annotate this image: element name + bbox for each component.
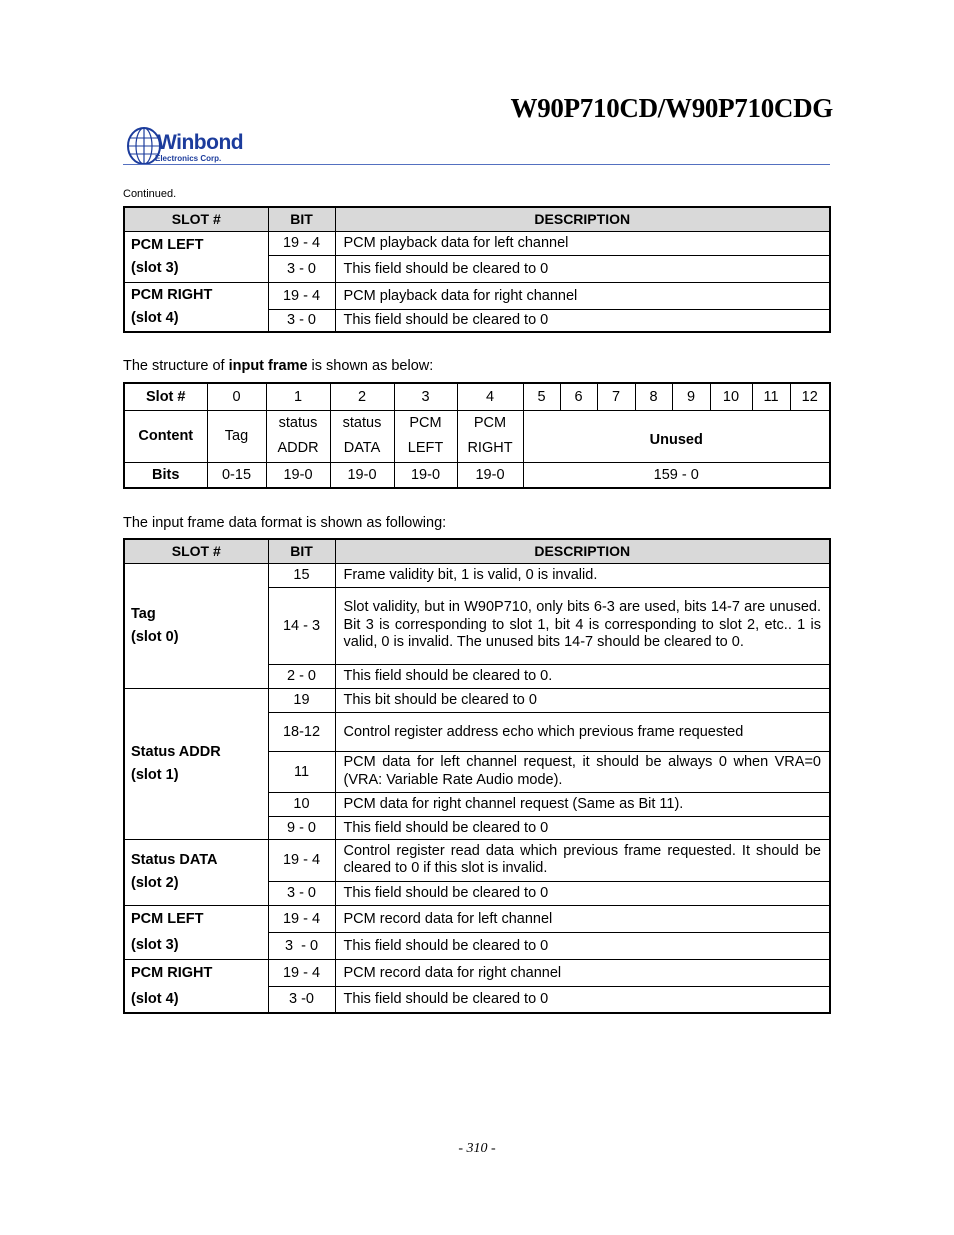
intro-text-end: is shown as below: — [307, 358, 434, 374]
intro-bold-text: input frame — [228, 358, 308, 374]
column-header-description: DESCRIPTION — [335, 207, 830, 231]
bits-slot-4: 19-0 — [457, 462, 523, 488]
slot-2: 2 — [330, 383, 394, 410]
winbond-logo — [127, 126, 257, 166]
slot-7: 7 — [597, 383, 635, 410]
bit-cell: 19 — [268, 688, 335, 712]
slot-3: 3 — [394, 383, 457, 410]
slot-label-cell: Slot # — [124, 383, 207, 410]
description-cell: This field should be cleared to 0. — [335, 664, 830, 688]
bit-cell: 3 - 0 — [268, 881, 335, 905]
slot-number: (slot 4) — [131, 309, 179, 326]
content-status-data — [330, 410, 394, 462]
bit-cell: 19 - 4 — [268, 839, 335, 881]
slot-name: PCM RIGHT — [131, 964, 213, 981]
bits-unused: 159 - 0 — [523, 462, 830, 488]
input-frame-structure-table — [123, 382, 831, 489]
slot-name: Status ADDR — [131, 743, 221, 760]
table-row — [124, 282, 830, 309]
page-number: - 310 - — [458, 1141, 496, 1156]
header-rule — [123, 164, 830, 165]
slot-12: 12 — [790, 383, 830, 410]
slot-10: 10 — [710, 383, 752, 410]
description-cell: Control register address echo which previous frame requested — [335, 712, 830, 751]
slot-1: 1 — [266, 383, 330, 410]
slot-5: 5 — [523, 383, 560, 410]
bits-slot-3: 19-0 — [394, 462, 457, 488]
table-row — [124, 688, 830, 712]
slot-number: (slot 4) — [131, 990, 179, 1007]
description-cell: This field should be cleared to 0 — [335, 255, 830, 282]
bit-cell: 3 - 0 — [268, 932, 335, 959]
bit-cell: 3 - 0 — [268, 255, 335, 282]
description-cell: PCM playback data for right channel — [335, 282, 830, 309]
intro-text: The structure of — [123, 358, 229, 374]
input-format-intro: The input frame data format is shown as following: — [123, 515, 447, 531]
content-line: DATA — [343, 440, 381, 456]
bit-cell: 2 - 0 — [268, 664, 335, 688]
column-header-bit: BIT — [268, 207, 335, 231]
content-line: status — [342, 415, 382, 431]
slot-cell — [124, 688, 268, 839]
column-header-slot: SLOT # — [124, 539, 268, 563]
bit-cell: 3 -0 — [268, 986, 335, 1012]
content-line: LEFT — [407, 440, 444, 456]
bit-cell: 19 - 4 — [268, 905, 335, 932]
table-row — [124, 839, 830, 881]
slot-name: Status DATA — [131, 852, 218, 868]
bits-slot-0: 0-15 — [207, 462, 266, 488]
slot-cell — [124, 563, 268, 688]
slot-cell — [124, 231, 268, 282]
description-cell: PCM data for right channel request (Same as Bit 11). — [335, 792, 830, 816]
slot-number: (slot 0) — [131, 628, 179, 645]
description-cell: This bit should be cleared to 0 — [335, 688, 830, 712]
description-cell: This field should be cleared to 0 — [335, 881, 830, 905]
column-header-description: DESCRIPTION — [335, 539, 830, 563]
bit-cell: 10 — [268, 792, 335, 816]
content-line: RIGHT — [467, 440, 513, 456]
description-cell: Control register read data which previous frame requested. It should be cleared to 0 if this slot is invalid. — [335, 839, 830, 881]
slot-cell — [124, 959, 268, 1013]
bits-slot-2: 19-0 — [330, 462, 394, 488]
description-cell: PCM playback data for left channel — [335, 231, 830, 255]
content-line: PCM — [473, 415, 507, 431]
content-unused: Unused — [523, 410, 830, 462]
slot-number: (slot 1) — [131, 766, 179, 783]
table-row — [124, 959, 830, 986]
slot-number: (slot 3) — [131, 937, 179, 953]
slot-cell — [124, 282, 268, 332]
bit-cell: 19 - 4 — [268, 231, 335, 255]
playback-slots-table — [123, 206, 831, 333]
content-line: PCM — [409, 415, 442, 431]
table-row — [124, 563, 830, 587]
description-cell: Frame validity bit, 1 is valid, 0 is invalid. — [335, 563, 830, 587]
bit-cell: 3 - 0 — [268, 309, 335, 332]
bit-cell: 19 - 4 — [268, 282, 335, 309]
document-title: W90P710CD/W90P710CDG — [510, 93, 833, 123]
slot-name: PCM LEFT — [131, 911, 204, 927]
content-label-cell: Content — [124, 410, 207, 462]
content-tag: Tag — [207, 410, 266, 462]
column-header-slot: SLOT # — [124, 207, 268, 231]
description-cell: PCM record data for left channel — [335, 905, 830, 932]
input-frame-format-table — [123, 538, 831, 1014]
logo-name: Winbond — [157, 131, 244, 154]
logo-subtitle: Electronics Corp. — [155, 154, 222, 163]
bit-cell: 14 - 3 — [268, 587, 335, 664]
slot-cell — [124, 839, 268, 905]
bits-row — [124, 462, 830, 488]
content-pcm-right — [457, 410, 523, 462]
continued-note: Continued. — [123, 188, 177, 200]
slot-9: 9 — [672, 383, 710, 410]
input-frame-intro — [123, 358, 433, 374]
content-status-addr — [266, 410, 330, 462]
table-row — [124, 231, 830, 255]
table-row — [124, 905, 830, 932]
slot-4: 4 — [457, 383, 523, 410]
description-cell: PCM record data for right channel — [335, 959, 830, 986]
slot-8: 8 — [635, 383, 672, 410]
description-cell: This field should be cleared to 0 — [335, 986, 830, 1012]
bits-slot-1: 19-0 — [266, 462, 330, 488]
slot-cell — [124, 905, 268, 959]
bit-cell: 9 - 0 — [268, 816, 335, 839]
slot-11: 11 — [752, 383, 790, 410]
slot-number: (slot 3) — [131, 259, 179, 276]
content-line: ADDR — [277, 440, 319, 456]
column-header-bit: BIT — [268, 539, 335, 563]
description-cell: This field should be cleared to 0 — [335, 309, 830, 332]
description-cell: Slot validity, but in W90P710, only bits 6-3 are used, bits 14-7 are unused. Bit 3 is corresponding to slot 1, bit 4 is corresponding to slot 2, etc.. 1 is valid, 0 is invalid. The unused bits 14-7 should be cleared to 0. — [335, 587, 830, 664]
bit-cell: 11 — [268, 751, 335, 792]
description-cell: PCM data for left channel request, it should be always 0 when VRA=0 (VRA: Variable Rate Audio mode). — [335, 751, 830, 792]
slot-name: PCM LEFT — [131, 236, 204, 253]
bits-label-cell: Bits — [124, 462, 207, 488]
slot-6: 6 — [560, 383, 597, 410]
description-cell: This field should be cleared to 0 — [335, 816, 830, 839]
slot-name: Tag — [131, 605, 156, 622]
slot-name: PCM RIGHT — [131, 286, 213, 303]
slot-row — [124, 383, 830, 410]
content-row — [124, 410, 830, 462]
content-pcm-left — [394, 410, 457, 462]
slot-number: (slot 2) — [131, 875, 179, 891]
bit-cell: 15 — [268, 563, 335, 587]
content-line: status — [278, 415, 318, 431]
bit-cell: 19 - 4 — [268, 959, 335, 986]
bit-cell: 18-12 — [268, 712, 335, 751]
description-cell: This field should be cleared to 0 — [335, 932, 830, 959]
slot-0: 0 — [207, 383, 266, 410]
